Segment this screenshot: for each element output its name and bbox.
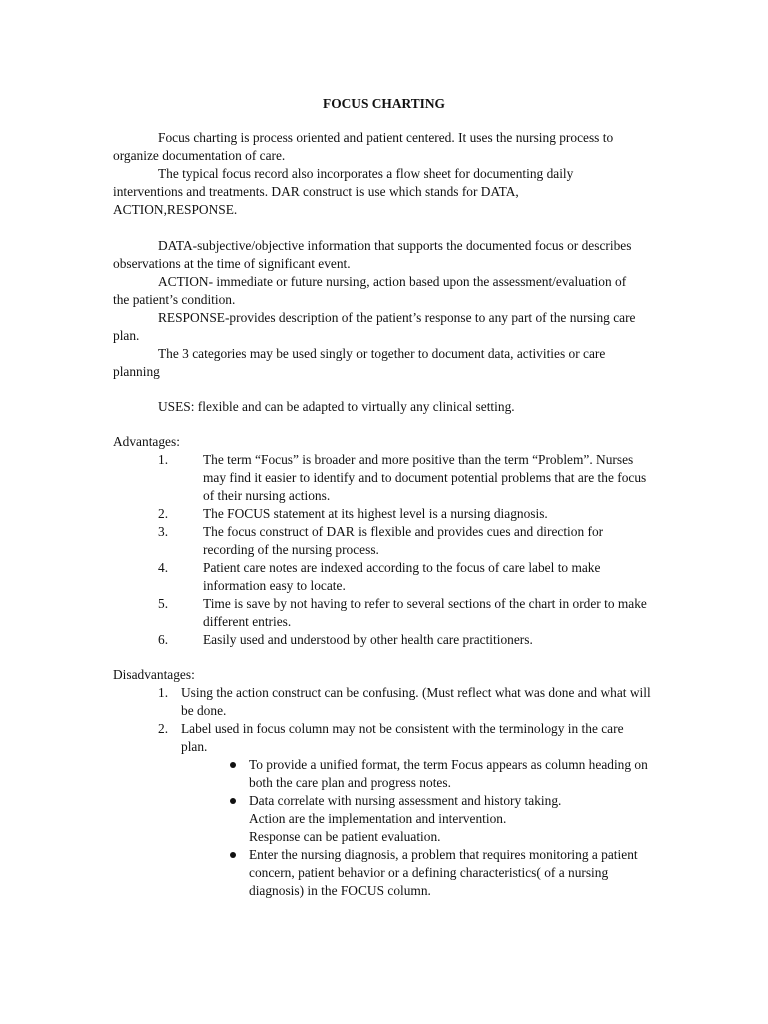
disadvantages-heading: Disadvantages: [113,667,195,682]
item-text: Time is save by not having to refer to several sections of the chart in order to make different entries. [203,596,647,629]
list-item [113,523,653,559]
advantages-list [113,451,653,649]
definition-data: DATA-subjective/objective information that supports the documented focus or describes observations at the time of significant event. [113,238,632,271]
bullet-item [113,792,653,846]
item-number: 5. [158,596,169,611]
item-number: 3. [158,524,169,539]
list-item [113,505,653,523]
disadvantages-list [113,684,653,900]
list-item [113,684,653,720]
item-number: 4. [158,560,169,575]
bullet-text: To provide a unified format, the term Focus appears as column heading on both the care plan and progress notes. [249,757,648,790]
page-title: FOCUS CHARTING [323,96,445,111]
intro-paragraph-1: Focus charting is process oriented and patient centered. It uses the nursing process to organize documentation of care. [113,130,614,163]
bullet-text: Enter the nursing diagnosis, a problem that requires monitoring a patient concern, patient behavior or a defining characteristics( of a nursing diagnosis) in the FOCUS column. [249,847,638,898]
list-item [113,631,653,649]
definitions-section [113,237,643,381]
list-item [113,720,653,756]
bullet-item [113,846,653,900]
definition-categories: The 3 categories may be used singly or together to document data, activities or care planning [113,346,606,379]
definition-action: ACTION- immediate or future nursing, action based upon the assessment/evaluation of the patient’s condition. [113,274,627,307]
item-number: 1. [158,685,169,700]
bullet-item [113,756,653,792]
item-text: Easily used and understood by other health care practitioners. [203,632,533,647]
item-number: 2. [158,721,169,736]
uses-section [113,398,643,416]
advantages-heading: Advantages: [113,434,180,449]
bullet-icon [230,762,236,768]
bullet-text: Response can be patient evaluation. [249,829,441,844]
uses-text: USES: flexible and can be adapted to virtually any clinical setting. [158,399,515,414]
list-item [113,451,653,505]
item-text: The term “Focus” is broader and more positive than the term “Problem”. Nurses may find it easier to identify and to document potential problems that are the focus of their nursing actions. [203,452,647,503]
list-item [113,595,653,631]
item-text: The FOCUS statement at its highest level is a nursing diagnosis. [203,506,548,521]
bullet-text: Data correlate with nursing assessment and history taking. [249,793,562,808]
definition-response: RESPONSE-provides description of the patient’s response to any part of the nursing care plan. [113,310,636,343]
list-item [113,559,653,595]
item-number: 1. [158,452,169,467]
bullet-text: Action are the implementation and intervention. [249,811,507,826]
item-text: Label used in focus column may not be consistent with the terminology in the care plan. [181,721,624,754]
item-number: 2. [158,506,169,521]
bullet-icon [230,852,236,858]
item-number: 6. [158,632,169,647]
item-text: Patient care notes are indexed according to the focus of care label to make information easy to locate. [203,560,601,593]
item-text: Using the action construct can be confusing. (Must reflect what was done and what will be done. [181,685,651,718]
intro-section [113,129,643,219]
bullet-icon [230,798,236,804]
item-text: The focus construct of DAR is flexible and provides cues and direction for recording of the nursing process. [203,524,604,557]
intro-paragraph-2: The typical focus record also incorporates a flow sheet for documenting daily interventions and treatments. DAR construct is use which stands for DATA, ACTION,RESPONSE. [113,166,574,217]
